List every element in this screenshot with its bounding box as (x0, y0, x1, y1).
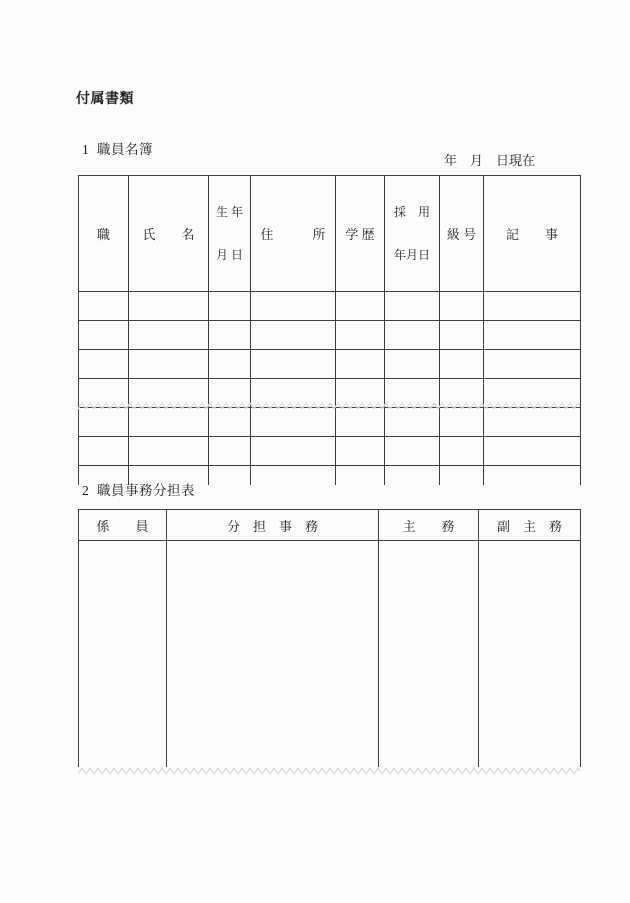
empty-cell (209, 321, 251, 350)
duty-body-row (79, 541, 581, 768)
section-1-number: 1 (82, 142, 90, 157)
empty-cell (209, 408, 251, 437)
col-header-hire-date-line2: 年月日 (393, 247, 430, 262)
heading-spacer (89, 483, 97, 498)
col-header-hire-date (385, 176, 440, 292)
empty-cell (336, 321, 385, 350)
as-of-date-label: 年 月 日現在 (444, 153, 536, 168)
roster-empty-row (79, 408, 581, 437)
empty-cell (484, 466, 581, 486)
empty-cell (385, 350, 440, 379)
col-header-notes: 記 事 (484, 176, 581, 292)
col-header-birthdate-line2: 月 日 (215, 247, 243, 262)
empty-cell (79, 408, 129, 437)
torn-edge (78, 402, 580, 410)
empty-cell (129, 321, 209, 350)
empty-cell (209, 350, 251, 379)
empty-cell (385, 437, 440, 466)
empty-cell (209, 437, 251, 466)
torn-edge (78, 767, 580, 775)
col-header-secondary-duty: 副 主 務 (479, 510, 581, 541)
roster-empty-row (79, 292, 581, 321)
col-header-grade: 級 号 (440, 176, 484, 292)
empty-cell (79, 292, 129, 321)
col-header-birthdate (209, 176, 251, 292)
section-1-heading (82, 138, 153, 158)
empty-cell (484, 292, 581, 321)
empty-cell (251, 292, 336, 321)
col-header-position: 職 (79, 176, 129, 292)
empty-cell (209, 292, 251, 321)
empty-cell (79, 321, 129, 350)
empty-cell (129, 292, 209, 321)
document-title: 付属書類 (76, 92, 134, 107)
col-header-name: 氏 名 (129, 176, 209, 292)
section-2-number: 2 (82, 483, 90, 498)
empty-cell (440, 466, 484, 486)
empty-cell (336, 408, 385, 437)
empty-cell (385, 321, 440, 350)
roster-empty-row (79, 350, 581, 379)
col-header-staff-member: 係 員 (79, 510, 167, 541)
empty-cell (336, 466, 385, 486)
duty-header-row (79, 510, 581, 541)
empty-cell (379, 541, 479, 768)
section-2-heading (82, 479, 195, 499)
col-header-primary-duty: 主 務 (379, 510, 479, 541)
roster-header-row (79, 176, 581, 292)
heading-spacer (89, 142, 97, 157)
empty-cell (209, 466, 251, 486)
empty-cell (251, 350, 336, 379)
empty-cell (251, 437, 336, 466)
empty-cell (79, 350, 129, 379)
staff-roster-table (78, 175, 581, 485)
col-header-education: 学 歴 (336, 176, 385, 292)
empty-cell (440, 292, 484, 321)
section-2-title: 職員事務分担表 (97, 483, 195, 498)
empty-cell (484, 321, 581, 350)
empty-cell (440, 408, 484, 437)
empty-cell (479, 541, 581, 768)
empty-cell (251, 408, 336, 437)
empty-cell (79, 437, 129, 466)
empty-cell (251, 321, 336, 350)
empty-cell (129, 350, 209, 379)
empty-cell (440, 321, 484, 350)
empty-cell (484, 350, 581, 379)
empty-cell (440, 437, 484, 466)
roster-empty-row (79, 437, 581, 466)
col-header-address: 住 所 (251, 176, 336, 292)
col-header-birthdate-line1: 生 年 (215, 204, 243, 219)
col-header-assigned-duties: 分 担 事 務 (167, 510, 379, 541)
section-1-title: 職員名簿 (97, 142, 153, 157)
empty-cell (484, 408, 581, 437)
empty-cell (129, 408, 209, 437)
roster-empty-row (79, 321, 581, 350)
empty-cell (79, 541, 167, 768)
col-header-hire-date-line1: 採 用 (393, 204, 430, 219)
empty-cell (385, 466, 440, 486)
empty-cell (167, 541, 379, 768)
duty-assignment-table (78, 509, 581, 767)
empty-cell (484, 437, 581, 466)
empty-cell (440, 350, 484, 379)
empty-cell (336, 350, 385, 379)
empty-cell (336, 292, 385, 321)
empty-cell (385, 292, 440, 321)
empty-cell (336, 437, 385, 466)
empty-cell (129, 437, 209, 466)
empty-cell (251, 466, 336, 486)
empty-cell (385, 408, 440, 437)
